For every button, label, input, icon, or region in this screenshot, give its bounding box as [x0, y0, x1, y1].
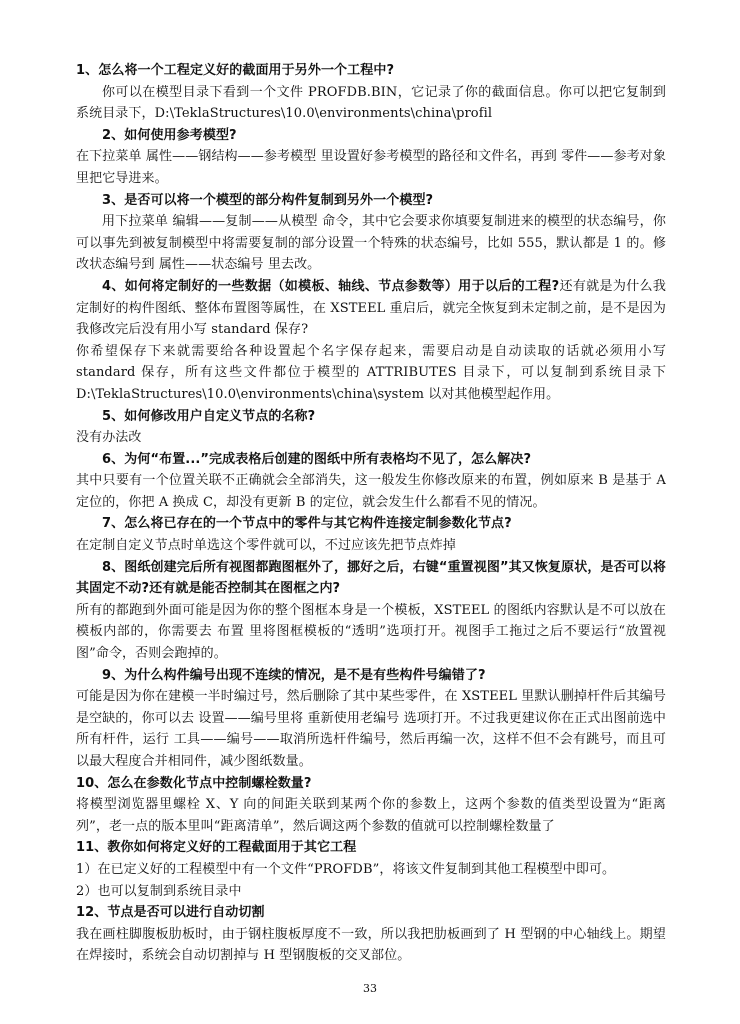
q3-heading: 3、是否可以将一个模型的部分构件复制到另外一个模型? — [102, 192, 434, 208]
q7-answer: 在定制自定义节点时单选这个零件就可以，不过应该先把节点炸掉 — [76, 538, 456, 554]
q2-heading: 2、如何使用参考模型? — [102, 127, 237, 143]
q4-paragraph — [76, 276, 666, 341]
q11-line-1: 1）在已定义好的工程模型中有一个文件“PROFDB”，将该文件复制到其他工程模型中即可。 — [76, 861, 616, 877]
q5-answer: 没有办法改 — [76, 430, 142, 446]
q12-heading: 12、节点是否可以进行自动切割 — [76, 905, 265, 921]
q8-heading: 8、图纸创建完后所有视图都跑图框外了，挪好之后，右键“重置视图”其又恢复原状，是否可以将其固定不动?还有就是能否控制其在图框之内? — [76, 559, 666, 597]
q1-heading: 1、怎么将一个工程定义好的截面用于另外一个工程中? — [76, 63, 395, 78]
q9-heading: 9、为什么构件编号出现不连续的情况，是不是有些构件号编错了? — [102, 667, 486, 683]
document-page — [76, 60, 666, 967]
q6-answer: 其中只要有一个位置关联不正确就会全部消失，这一般发生你修改原来的布置，例如原来 B 是基于 A 定位的，你把 A 换成 C，却没有更新 B 的定位，就会发生什么都看不见的情况。 — [76, 473, 666, 510]
q3-answer: 用下拉菜单 编辑——复制——从模型 命令，其中它会要求你填要复制进来的模型的状态编号，你可以事先到被复制模型中将需要复制的部分设置一个特殊的状态编号，比如 555，默认都是 1 的。修改状态编号到 属性——状态编号 里去改。 — [76, 214, 666, 273]
q9-answer: 可能是因为你在建模一半时编过号，然后删除了其中某些零件，在 XSTEEL 里默认删掉杆件后其编号是空缺的，你可以去 设置——编号里将 重新使用老编号 选项打开。不过我更建议你在正式出图前选中所有杆件，运行 工具——编号——取消所选杆件编号，然后再编一次，这样不但不会有跳号，而且可以最大程度合并相同件，减少图纸数量。 — [76, 689, 666, 769]
q11-line-2: 2）也可以复制到系统目录中 — [76, 883, 242, 899]
q6-heading: 6、为何“布置...”完成表格后创建的图纸中所有表格均不见了，怎么解决? — [102, 451, 532, 467]
q4-heading: 4、如何将定制好的一些数据（如模板、轴线、节点参数等）用于以后的工程? — [102, 278, 560, 294]
q10-heading: 10、怎么在参数化节点中控制螺栓数量? — [76, 775, 312, 791]
q5-heading: 5、如何修改用户自定义节点的名称? — [102, 408, 316, 424]
q12-answer: 我在画柱脚腹板肋板时，由于钢柱腹板厚度不一致，所以我把肋板画到了 H 型钢的中心轴线上。期望在焊接时，系统会自动切割掉与 H 型钢腹板的交叉部位。 — [76, 926, 666, 964]
page-number: 33 — [363, 982, 377, 995]
q1-answer: 你可以在模型目录下看到一个文件 PROFDB.BIN，它记录了你的截面信息。你可以把它复制到系统目录下，D:\TeklaStructures\10.0\environments\china\profil — [76, 84, 666, 122]
q8-answer: 所有的都跑到外面可能是因为你的整个图框本身是一个模板，XSTEEL 的图纸内容默认是不可以放在模板内部的，你需要去 布置 里将图框模板的“透明”选项打开。视图手工拖过之后不要运行“放置视图”命令，否则会跑掉的。 — [76, 602, 666, 662]
q4-answer: 你希望保存下来就需要给各种设置起个名字保存起来，需要启动是自动读取的话就必须用小写 standard 保存，所有这些文件都位于模型的 ATTRIBUTES 目录下，可以复制到系统目录下 D:\TeklaStructures\10.0\environments\china\system 以对其他模型起作用。 — [76, 343, 666, 402]
q2-answer: 在下拉菜单 属性——钢结构——参考模型 里设置好参考模型的路径和文件名，再到 零件——参考对象里把它导进来。 — [76, 149, 666, 186]
q7-heading: 7、怎么将已存在的一个节点中的零件与其它构件连接定制参数化节点? — [102, 516, 512, 532]
q11-heading: 11、教你如何将定义好的工程截面用于其它工程 — [76, 840, 357, 856]
q10-answer: 将模型浏览器里螺栓 X、Y 向的间距关联到某两个你的参数上，这两个参数的值类型设置为“距离列”，老一点的版本里叫“距离清单”，然后调这两个参数的值就可以控制螺栓数量了 — [76, 797, 666, 834]
q4-heading-tail: 还有就是为什么我定制好的构件图纸、整体布置图等属性，在 XSTEEL 重启后，就完全恢复到未定制之前，是不是因为我修改完后没有用小写 standard 保存? — [76, 278, 666, 338]
